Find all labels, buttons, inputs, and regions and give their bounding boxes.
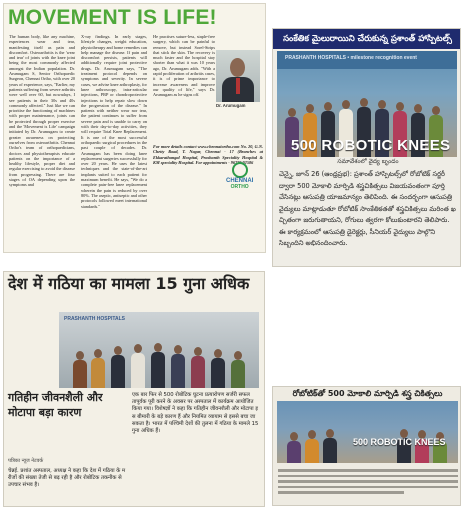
banner-text: PRASHANTH HOSPITALS • milestone recognition event <box>285 55 417 61</box>
clip-english-article <box>3 3 266 253</box>
article-body-placeholder <box>278 469 458 505</box>
news-agency: पत्रिका न्यूज नेटवर्क <box>8 458 44 464</box>
headline: देश में गठिया का मामला 15 गुना अधिक <box>8 274 250 293</box>
article-body: చెన్నై, జూన్ 26 (ఆంధ్రప్రభ): ప్రశాంత్ హాస్పిటల్స్‌లో రోబోటిక్ సర్జరీ ద్వారా 500 మోకాలి మార్పిడి శస్త్రచికిత్సలు విజయవంతంగా పూర్తి చేసినట్లు ఆసుపత్రి యాజమాన్యం తెలిపింది. ఈ సందర్భంగా ఆసుపత్రి వైద్యులు మాట్లాడుతూ రోబోటిక్ సాంకేతికతతో శస్త్రచికిత్సలు మరింత ఖచ్చితంగా జరుగుతాయని, రోగులు త్వరగా కోలుకుంటారని తెలిపారు. ఈ కార్యక్రమంలో ఆసుపత్రి డైరెక్టర్లు, సీనియర్ వైద్యులు పాల్గొని సిబ్బందిని అభినందించారు. <box>279 170 456 247</box>
clip-telugu-small <box>272 386 461 506</box>
article-body-2: एक बार फिर से 500 रोबोटिक घुटना प्रत्यारोपण सर्जरी सफलतापूर्वक पूरी करने के अवसर पर अस्पताल में कार्यक्रम आयोजित किया गया। विशेषज्ञों ने कहा कि गतिहीन जीवनशैली और मोटापा इस बीमारी के बड़े कारण हैं और नियमित व्यायाम से इससे बचा जा सकता है। भारत में पश्चिमी देशों की तुलना में गठिया के मामले 15 गुना अधिक हैं। <box>132 392 259 435</box>
article-column-3: He practises suture-less, staple-free surgery, which can be painful to remove, but instead Sorel-Strips that stick the skin. The recovery is much faster and the hospital stay shorter than what it was 10 years ago, Dr. Arumugam adds. "With a rapid proliferation of arthritis cases, it is of prime importance to increase awareness and improve our quality of life," says Dr. Arumugam as he signs off. <box>153 34 215 98</box>
subheadline: गतिहीन जीवनशैली और मोटापा बड़ा कारण <box>8 391 103 419</box>
robotic-knees-banner: 500 ROBOTIC KNEES <box>291 137 451 154</box>
group-photo <box>59 312 259 388</box>
photo-caption: Dr. Arumugam <box>216 103 246 108</box>
article-column-1: The human body, like any machine, experiences wear and tear, manifesting itself as pain and discomfort. Osteoarthritis is the 'wear and tear' of joints with the knee joint being the most commonly affected amongst the Indian population. Dr. Arumugam S, Senior Orthopaedic Surgeon, Chennai Ortho, with over 20 years of experience, says, "Earlier, my patients suffering from severe arthritis were well over 60, but nowadays, I see patients in their 30s and 40s commonly affected." Just like we can prioritise the functioning of machines with proper maintenance, joints can be protected through proper exercise and the 'Movement is Life' campaign initiated by Dr. Arumugam to create greater awareness on protecting ourselves from osteoarthritis. Chennai Ortho's team of orthopaedicians, doctors and physiotherapists educate patients on the importance of a healthy lifestyle, proper diet and regular exercising to avoid the disease from progressing. There are four stages of OA depending upon the symptoms and <box>9 34 76 188</box>
headline: MOVEMENT IS LIFE! <box>8 6 217 29</box>
photo-caption: సమావేశంలో వైద్య బృందం <box>337 158 399 165</box>
clip-hindi-article <box>3 271 265 507</box>
group-photo <box>277 401 458 463</box>
headline: రోబోటిక్‌తో 500 మోకాలి మార్పిడి శస్త్ర చికిత్సలు <box>292 389 443 398</box>
clip-telugu-article <box>272 28 461 267</box>
group-photo <box>277 51 457 157</box>
article-body-1: चेन्नई. प्रशांत अस्पताल, अध्यक्ष ने कहा कि देश में गठिया के मरीजों की संख्या तेजी से बढ़ रही है और रोबोटिक तकनीक से उपचार संभव है। <box>8 468 126 488</box>
contact-block: For more details contact www.chennaiortho.com No. 20, G.N. Chetty Road, T. Nagar, Chennai - 17 (Branches at Ekkarathangal Hospital, Prashanth Speciality Hospital & KM speciality Hospital. For appointments - 96770 92586 <box>153 144 263 165</box>
doctor-photo <box>216 50 260 102</box>
chennai-ortho-logo: CHENNAI ORTHO <box>226 162 253 190</box>
article-column-2: X-ray findings. In early stages, lifestyle changes, weight education, physiotherapy and home remedies can help manage the disease. If pain and discomfort persists, patients will additionally require joint protective drugs. Dr. Arumugam says, "The treatment protocol depends on symptoms and severity. In severe cases, we advise knee arthroplasty, for knee arthroscopy, intra-articular injections, PRP or chondroprotective injections to help repair slow down the progression of the disease." In patients with neither wear nor tear, the patient continues to suffer from severe pain and is unable to carry on with their day-to-day activities, they will require Total Knee Replacement. It is one of the most successful orthopaedic surgical procedures in the past couple of decades. Dr. Arumugam has been doing knee replacement surgeries successfully for over 20 years. He uses the latest techniques and the state-of-the-art implants suited to each patient for maximum benefit. He says, "We do a complete pain-free knee replacement wherein the pain is reduced by over 80%. The aseptic, antiseptic and other protocols followed meet international standards." <box>81 34 147 209</box>
robotic-knees-banner: 500 ROBOTIC KNEES <box>353 437 446 447</box>
headline: సంకేతిక మైలురాయిని చేరుకున్న ప్రశాంత్ హాస్పిటల్స్ <box>273 29 461 49</box>
hospital-logo: PRASHANTH HOSPITALS <box>64 316 126 322</box>
